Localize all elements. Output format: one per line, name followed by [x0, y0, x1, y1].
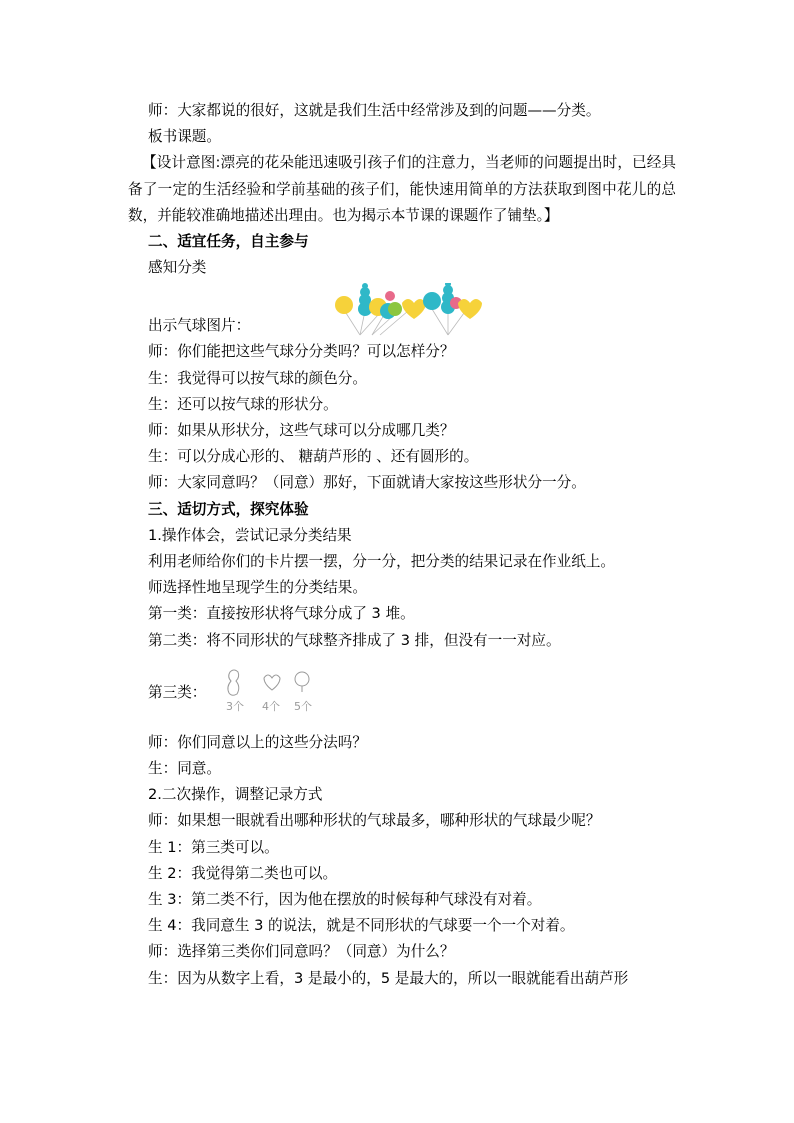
- text-line: 第一类：直接按形状将气球分成了 3 堆。: [148, 605, 415, 623]
- round-shape-sketch: [295, 672, 309, 686]
- text-line: 生 1：第三类可以。: [148, 838, 279, 856]
- text-line: 师：大家都说的很好，这就是我们生活中经常涉及到的问题——分类。: [148, 102, 601, 119]
- text-line: 生：可以分成心形的、 糖葫芦形的 、还有圆形的。: [148, 448, 479, 466]
- sketch-label-heart: 4个: [262, 699, 280, 713]
- sketch-label-round: 5个: [294, 699, 312, 713]
- text-line: 师：选择第三类你们同意吗？（同意）为什么？: [148, 943, 455, 961]
- sketch-label-gourd: 3个: [226, 699, 244, 713]
- text-line: 第三类：: [148, 683, 207, 701]
- text-line: 生 4：我同意生 3 的说法，就是不同形状的气球要一个一个对着。: [148, 917, 575, 935]
- text-line: 生 3：第二类不行，因为他在摆放的时候每种气球没有对着。: [148, 891, 542, 909]
- text-line: 师：大家同意吗？（同意）那好，下面就请大家按这些形状分一分。: [148, 474, 586, 492]
- text-line: 师：如果想一眼就看出哪种形状的气球最多，哪种形状的气球最少呢？: [148, 812, 601, 830]
- text-line: 师：你们能把这些气球分分类吗？可以怎样分？: [148, 343, 455, 361]
- gourd-shape-sketch: [228, 670, 239, 695]
- text-line: 出示气球图片：: [148, 317, 251, 335]
- text-line: 生 2：我觉得第二类也可以。: [148, 864, 338, 882]
- text-line: 第二类：将不同形状的气球整齐排成了 3 排，但没有一一对应。: [148, 631, 561, 649]
- text-line: 师：如果从形状分，这些气球可以分成哪几类？: [148, 422, 455, 440]
- balloon-picture-row: [128, 281, 676, 339]
- text-line: 生：因为从数字上看，3 是最小的，5 是最大的，所以一眼就能看出葫芦形: [148, 969, 629, 987]
- text-line: 生：我觉得可以按气球的颜色分。: [148, 369, 367, 387]
- document-page: [128, 98, 676, 992]
- third-category-row: [128, 664, 676, 722]
- text-line: 生：还可以按气球的形状分。: [148, 395, 338, 413]
- text-line: 生：同意。: [148, 760, 221, 778]
- text-line: 师选择性地呈现学生的分类结果。: [148, 579, 367, 597]
- subheading: 感知分类: [148, 259, 207, 277]
- text-line: 板书课题。: [148, 128, 221, 146]
- text-line: 利用老师给你们的卡片摆一摆，分一分，把分类的结果记录在作业纸上。: [148, 553, 616, 571]
- balloon-picture: [320, 283, 490, 337]
- subheading: 1.操作体会，尝试记录分类结果: [148, 526, 352, 544]
- section-heading-2: 二、适宜任务，自主参与: [148, 233, 309, 251]
- text-line: 师：你们同意以上的这些分法吗？: [148, 733, 367, 751]
- shape-count-sketch: [222, 668, 332, 720]
- section-heading-3: 三、适切方式，探究体验: [148, 500, 309, 518]
- design-intent-note: 【设计意图:漂亮的花朵能迅速吸引孩子们的注意力，当老师的问题提出时，已经具备了一定的生活经验和学前基础的孩子们，能快速用简单的方法获取到图中花儿的总数，并能较准确地描述出理由。也为揭示本节课的课题作了铺垫。】: [128, 154, 676, 224]
- subheading: 2.二次操作，调整记录方式: [148, 786, 323, 804]
- heart-shape-sketch: [264, 675, 280, 690]
